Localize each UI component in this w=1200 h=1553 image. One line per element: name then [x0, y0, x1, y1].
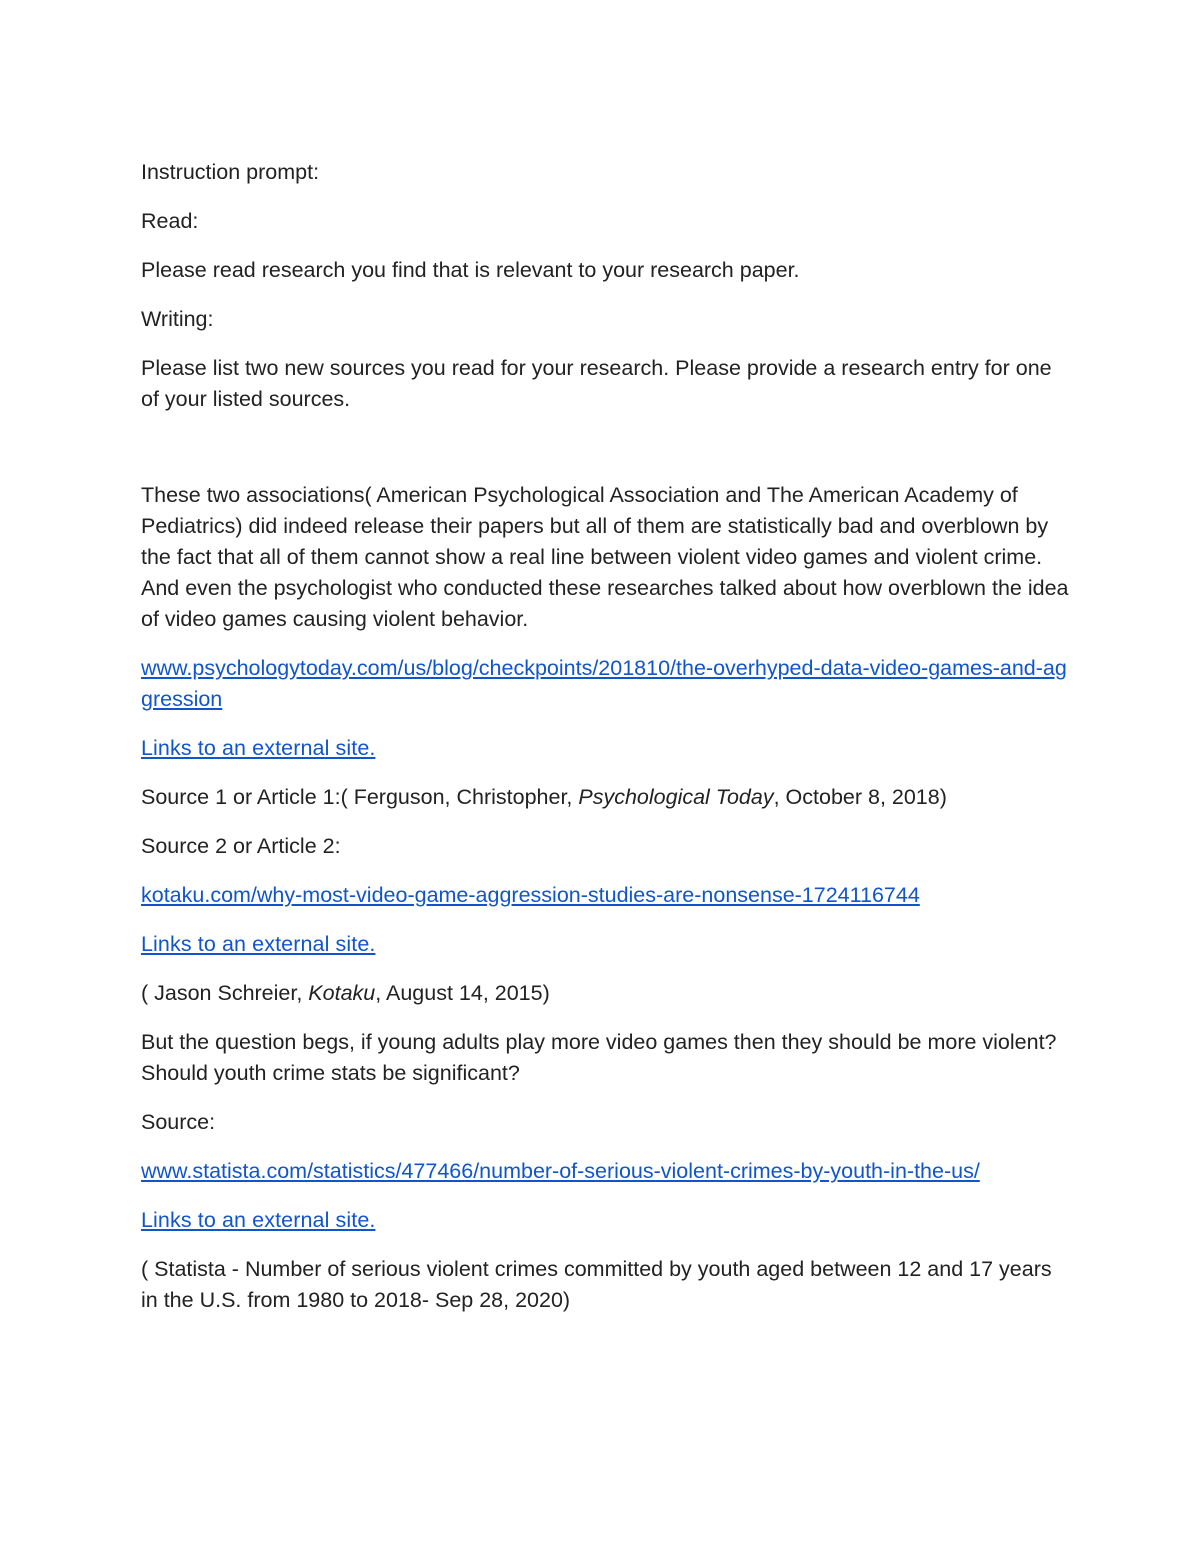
- read-label: Read:: [141, 209, 199, 233]
- source1-url-paragraph: [141, 653, 1071, 715]
- source3-url-paragraph: [141, 1156, 1071, 1187]
- document-body: [141, 157, 1071, 1334]
- source3-citation: ( Statista - Number of serious violent crimes committed by youth aged between 12 and 17 years in the U.S. from 1980 to 2018- Sep 28, 2020): [141, 1257, 1052, 1312]
- writing-label: Writing:: [141, 307, 214, 331]
- external-link-paragraph-2: [141, 929, 1071, 960]
- source2-suffix: , August 14, 2015): [375, 981, 550, 1005]
- source1-publication: Psychological Today: [578, 785, 774, 809]
- external-site-link-2[interactable]: Links to an external site.: [141, 932, 376, 956]
- source2-prefix: ( Jason Schreier,: [141, 981, 309, 1005]
- source2-url-link[interactable]: kotaku.com/why-most-video-game-aggression-studies-are-nonsense-1724116744: [141, 883, 920, 907]
- writing-instruction: Please list two new sources you read for your research. Please provide a research entry for one of your listed sources.: [141, 356, 1052, 411]
- source1-url-link[interactable]: www.psychologytoday.com/us/blog/checkpoints/201810/the-overhyped-data-video-games-and-aggression: [141, 656, 1067, 711]
- source3-url-link[interactable]: www.statista.com/statistics/477466/number-of-serious-violent-crimes-by-youth-in-the-us/: [141, 1159, 980, 1183]
- source2-citation: [141, 978, 1071, 1009]
- read-instruction: Please read research you find that is relevant to your research paper.: [141, 258, 800, 282]
- body-paragraph: These two associations( American Psychological Association and The American Academy of Pediatrics) did indeed release their papers but all of them are statistically bad and overblown by the fact that all of them cannot show a real line between violent video games and violent crime. And even the psychologist who conducted these researches talked about how overblown the idea of video games causing violent behavior.: [141, 483, 1069, 631]
- source1-suffix: , October 8, 2018): [773, 785, 947, 809]
- external-site-link-3[interactable]: Links to an external site.: [141, 1208, 376, 1232]
- source2-url-paragraph: [141, 880, 1071, 911]
- source2-publication: Kotaku: [308, 981, 376, 1005]
- source2-label: Source 2 or Article 2:: [141, 834, 341, 858]
- external-link-paragraph-1: [141, 733, 1071, 764]
- source1-prefix: Source 1 or Article 1:( Ferguson, Christopher,: [141, 785, 579, 809]
- external-link-paragraph-3: [141, 1205, 1071, 1236]
- question-paragraph: But the question begs, if young adults play more video games then they should be more violent? Should youth crime stats be significant?: [141, 1030, 1057, 1085]
- source1-citation: [141, 782, 1071, 813]
- external-site-link-1[interactable]: Links to an external site.: [141, 736, 376, 760]
- instruction-label: Instruction prompt:: [141, 160, 320, 184]
- source3-label: Source:: [141, 1110, 216, 1134]
